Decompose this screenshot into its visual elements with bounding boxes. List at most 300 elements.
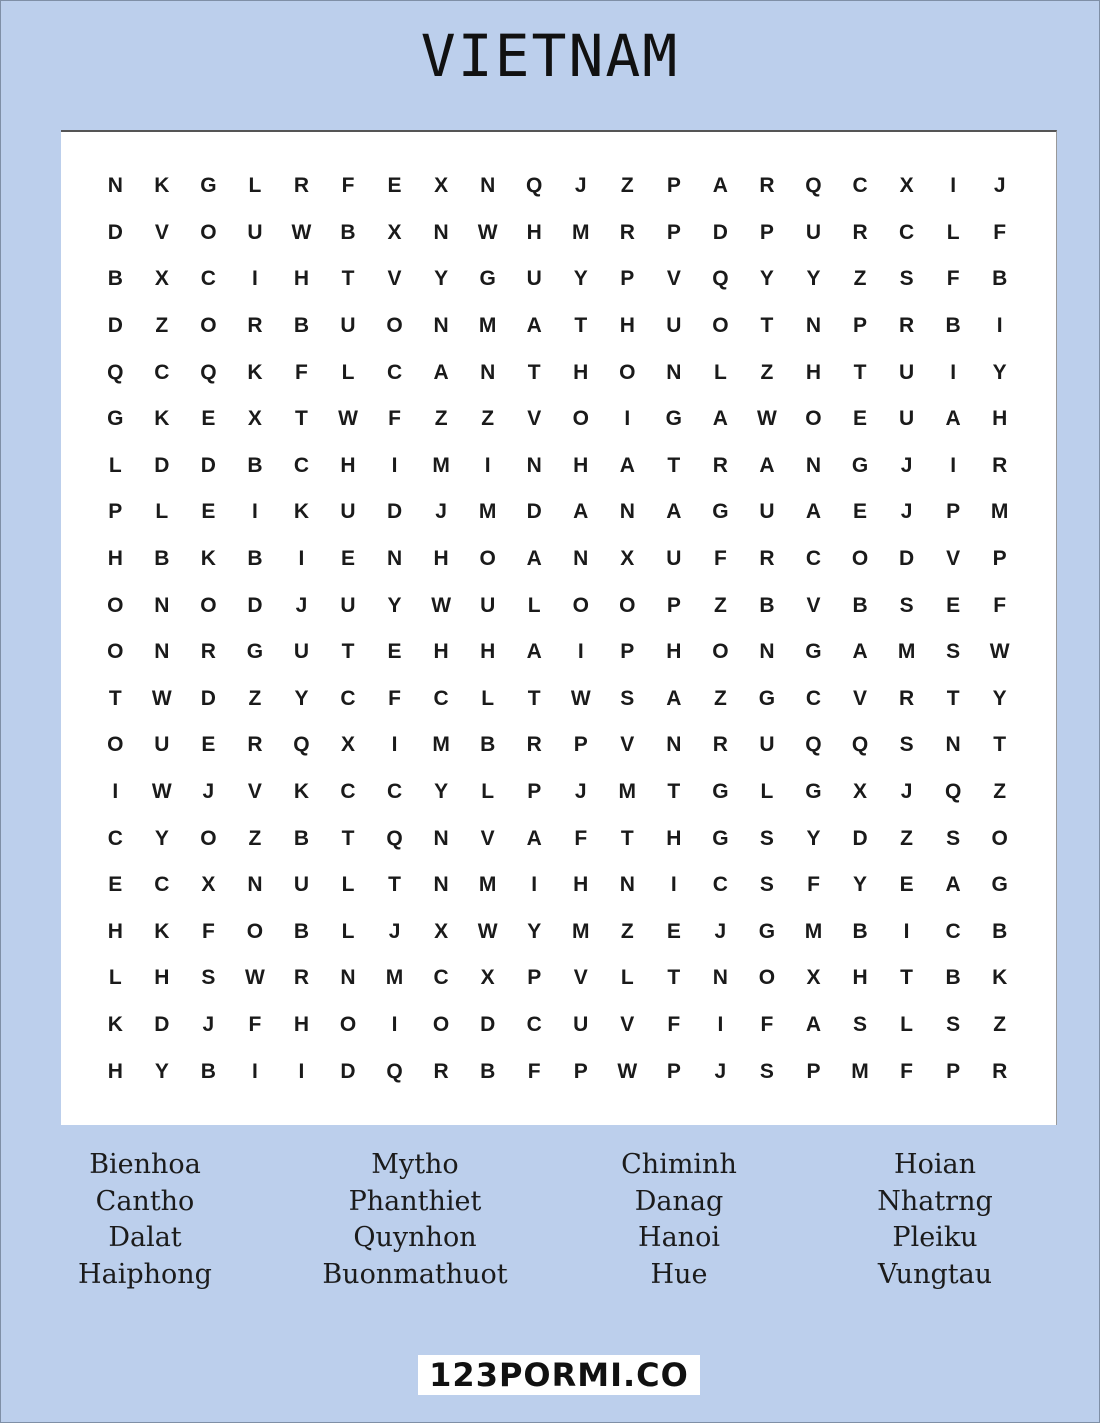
grid-cell[interactable]: F (388, 686, 401, 710)
grid-cell[interactable]: T (620, 826, 634, 850)
grid-cell[interactable]: T (760, 314, 774, 338)
grid-cell[interactable]: F (993, 220, 1007, 244)
grid-cell[interactable]: I (251, 500, 258, 524)
grid-cell[interactable]: H (573, 873, 589, 897)
grid-cell[interactable]: C (340, 686, 356, 710)
grid-cell[interactable]: L (341, 919, 355, 943)
grid-cell[interactable]: I (112, 780, 119, 804)
grid-cell[interactable]: W (757, 407, 777, 431)
grid-cell[interactable]: P (853, 314, 868, 338)
grid-cell[interactable]: V (946, 547, 961, 571)
grid-cell[interactable]: V (853, 686, 868, 710)
grid-cell[interactable]: R (898, 686, 915, 710)
grid-cell[interactable]: S (759, 873, 774, 897)
grid-cell[interactable]: O (712, 640, 729, 664)
grid-cell[interactable]: H (433, 640, 449, 664)
grid-cell[interactable]: I (251, 1059, 258, 1083)
grid-cell[interactable]: O (712, 314, 729, 338)
grid-cell[interactable]: U (526, 267, 542, 291)
grid-cell[interactable]: L (341, 360, 355, 384)
grid-cell[interactable]: M (804, 919, 823, 943)
grid-cell[interactable]: P (992, 547, 1007, 571)
grid-cell[interactable]: A (433, 360, 449, 384)
grid-cell[interactable]: G (851, 453, 869, 477)
grid-cell[interactable]: N (619, 500, 635, 524)
grid-cell[interactable]: L (108, 966, 122, 990)
grid-cell[interactable]: X (899, 174, 914, 198)
grid-cell[interactable]: B (247, 453, 263, 477)
grid-cell[interactable]: S (899, 733, 914, 757)
grid-cell[interactable]: O (479, 547, 496, 571)
grid-cell[interactable]: L (713, 360, 727, 384)
grid-cell[interactable]: L (527, 593, 541, 617)
grid-cell[interactable]: W (245, 966, 265, 990)
grid-cell[interactable]: B (107, 267, 123, 291)
grid-cell[interactable]: P (666, 220, 681, 244)
grid-cell[interactable]: D (852, 826, 868, 850)
grid-cell[interactable]: A (805, 500, 822, 524)
grid-cell[interactable]: Z (481, 407, 495, 431)
grid-cell[interactable]: N (619, 873, 635, 897)
grid-cell[interactable]: O (107, 593, 124, 617)
grid-cell[interactable]: T (108, 686, 122, 710)
grid-cell[interactable]: P (573, 733, 588, 757)
grid-cell[interactable]: I (298, 547, 305, 571)
grid-cell[interactable]: D (154, 453, 170, 477)
grid-cell[interactable]: I (391, 1012, 398, 1036)
grid-cell[interactable]: D (526, 500, 542, 524)
grid-cell[interactable]: F (248, 1012, 262, 1036)
grid-cell[interactable]: F (341, 174, 355, 198)
grid-cell[interactable]: T (527, 686, 541, 710)
grid-cell[interactable]: H (433, 547, 449, 571)
grid-cell[interactable]: R (526, 733, 542, 757)
grid-cell[interactable]: C (852, 174, 868, 198)
grid-cell[interactable]: K (992, 966, 1008, 990)
grid-cell[interactable]: Z (155, 314, 169, 338)
grid-cell[interactable]: C (154, 873, 170, 897)
grid-cell[interactable]: G (805, 640, 822, 664)
grid-cell[interactable]: T (388, 873, 401, 897)
grid-cell[interactable]: D (340, 1059, 356, 1083)
grid-cell[interactable]: D (386, 500, 403, 524)
grid-cell[interactable]: Z (713, 686, 727, 710)
grid-cell[interactable]: M (618, 780, 637, 804)
grid-cell[interactable]: I (903, 919, 910, 943)
grid-cell[interactable]: X (480, 966, 495, 990)
grid-cell[interactable]: I (717, 1012, 724, 1036)
grid-cell[interactable]: C (200, 267, 216, 291)
grid-cell[interactable]: M (990, 500, 1009, 524)
grid-cell[interactable]: U (898, 407, 915, 431)
grid-cell[interactable]: F (667, 1012, 681, 1036)
grid-cell[interactable]: T (993, 733, 1007, 757)
grid-cell[interactable]: V (573, 966, 588, 990)
grid-cell[interactable]: B (992, 919, 1008, 943)
grid-cell[interactable]: Z (713, 593, 727, 617)
grid-cell[interactable]: B (340, 220, 356, 244)
grid-cell[interactable]: L (760, 780, 774, 804)
grid-cell[interactable]: M (432, 453, 450, 477)
grid-cell[interactable]: W (151, 686, 172, 710)
grid-cell[interactable]: T (527, 360, 541, 384)
grid-cell[interactable]: F (527, 1059, 541, 1083)
grid-cell[interactable]: E (853, 407, 868, 431)
grid-cell[interactable]: W (431, 593, 452, 617)
grid-cell[interactable]: K (247, 360, 263, 384)
grid-cell[interactable]: S (946, 640, 961, 664)
grid-cell[interactable]: J (900, 780, 913, 804)
grid-cell[interactable]: U (340, 593, 356, 617)
grid-cell[interactable]: H (480, 640, 496, 664)
grid-cell[interactable]: P (527, 780, 542, 804)
grid-cell[interactable]: H (573, 360, 589, 384)
grid-cell[interactable]: Y (806, 267, 821, 291)
grid-cell[interactable]: H (293, 1012, 310, 1036)
grid-cell[interactable]: Z (620, 174, 634, 198)
grid-cell[interactable]: P (759, 220, 774, 244)
grid-cell[interactable]: S (946, 826, 961, 850)
grid-cell[interactable]: M (385, 966, 404, 990)
grid-cell[interactable]: B (154, 547, 170, 571)
grid-cell[interactable]: F (900, 1059, 913, 1083)
grid-cell[interactable]: P (666, 1059, 681, 1083)
grid-cell[interactable]: R (712, 453, 728, 477)
grid-cell[interactable]: W (338, 407, 358, 431)
grid-cell[interactable]: M (571, 919, 590, 943)
grid-cell[interactable]: X (387, 220, 402, 244)
grid-cell[interactable]: U (340, 314, 356, 338)
grid-cell[interactable]: D (107, 220, 123, 244)
grid-cell[interactable]: G (200, 174, 217, 198)
grid-cell[interactable]: Y (434, 780, 449, 804)
grid-cell[interactable]: A (526, 826, 542, 850)
grid-cell[interactable]: Y (434, 267, 449, 291)
grid-cell[interactable]: J (900, 453, 913, 477)
grid-cell[interactable]: K (107, 1012, 123, 1036)
grid-cell[interactable]: T (900, 966, 913, 990)
grid-cell[interactable]: U (666, 547, 682, 571)
grid-cell[interactable]: K (293, 500, 310, 524)
grid-cell[interactable]: Z (993, 780, 1007, 804)
grid-cell[interactable]: D (107, 314, 123, 338)
grid-cell[interactable]: N (433, 220, 449, 244)
grid-cell[interactable]: R (293, 966, 310, 990)
grid-cell[interactable]: T (667, 966, 681, 990)
grid-cell[interactable]: G (479, 267, 496, 291)
grid-cell[interactable]: C (107, 826, 123, 850)
grid-cell[interactable]: M (432, 733, 450, 757)
grid-cell[interactable]: N (154, 640, 170, 664)
grid-cell[interactable]: I (391, 453, 398, 477)
grid-cell[interactable]: F (993, 593, 1007, 617)
grid-cell[interactable]: H (293, 267, 310, 291)
grid-cell[interactable]: O (200, 593, 217, 617)
grid-cell[interactable]: I (950, 174, 957, 198)
grid-cell[interactable]: Z (434, 407, 448, 431)
grid-cell[interactable]: Z (248, 686, 262, 710)
grid-cell[interactable]: B (293, 826, 310, 850)
grid-cell[interactable]: U (293, 873, 310, 897)
grid-cell[interactable]: A (526, 547, 542, 571)
grid-cell[interactable]: W (989, 640, 1010, 664)
grid-cell[interactable]: T (667, 453, 681, 477)
grid-cell[interactable]: Y (154, 826, 169, 850)
grid-cell[interactable]: D (247, 593, 263, 617)
grid-cell[interactable]: H (340, 453, 356, 477)
grid-cell[interactable]: N (480, 360, 496, 384)
grid-cell[interactable]: N (526, 453, 542, 477)
grid-cell[interactable]: H (107, 547, 123, 571)
grid-cell[interactable]: B (759, 593, 775, 617)
grid-cell[interactable]: H (526, 220, 542, 244)
grid-cell[interactable]: O (246, 919, 264, 943)
grid-cell[interactable]: L (900, 1012, 913, 1036)
grid-cell[interactable]: L (481, 780, 495, 804)
grid-cell[interactable]: Y (853, 873, 868, 897)
grid-cell[interactable]: V (806, 593, 821, 617)
grid-cell[interactable]: U (480, 593, 496, 617)
grid-cell[interactable]: J (993, 174, 1006, 198)
grid-cell[interactable]: T (341, 267, 355, 291)
grid-cell[interactable]: J (714, 919, 727, 943)
grid-cell[interactable]: T (946, 686, 960, 710)
grid-cell[interactable]: A (666, 500, 682, 524)
grid-cell[interactable]: L (108, 453, 122, 477)
grid-cell[interactable]: P (946, 500, 961, 524)
grid-cell[interactable]: U (154, 733, 170, 757)
grid-cell[interactable]: V (247, 780, 262, 804)
grid-cell[interactable]: L (248, 174, 262, 198)
grid-cell[interactable]: Q (293, 733, 310, 757)
grid-cell[interactable]: G (107, 407, 124, 431)
grid-cell[interactable]: J (574, 174, 587, 198)
grid-cell[interactable]: K (200, 547, 216, 571)
grid-cell[interactable]: O (572, 407, 589, 431)
grid-cell[interactable]: L (155, 500, 169, 524)
grid-cell[interactable]: G (712, 826, 729, 850)
grid-cell[interactable]: F (574, 826, 588, 850)
grid-cell[interactable]: Z (900, 826, 913, 850)
grid-cell[interactable]: Y (387, 593, 402, 617)
grid-cell[interactable]: Q (805, 733, 822, 757)
grid-cell[interactable]: O (991, 826, 1008, 850)
grid-cell[interactable]: P (620, 640, 635, 664)
grid-cell[interactable]: G (758, 686, 776, 710)
grid-cell[interactable]: J (900, 500, 913, 524)
grid-cell[interactable]: H (107, 1059, 123, 1083)
grid-cell[interactable]: T (574, 314, 588, 338)
grid-cell[interactable]: N (340, 966, 356, 990)
grid-cell[interactable]: Z (620, 919, 634, 943)
grid-cell[interactable]: Q (851, 733, 869, 757)
grid-cell[interactable]: G (712, 500, 729, 524)
grid-cell[interactable]: C (386, 780, 403, 804)
grid-cell[interactable]: B (852, 919, 868, 943)
grid-cell[interactable]: J (435, 500, 447, 524)
grid-cell[interactable]: C (805, 547, 822, 571)
grid-cell[interactable]: M (478, 314, 497, 338)
grid-cell[interactable]: R (712, 733, 728, 757)
grid-cell[interactable]: Z (760, 360, 774, 384)
grid-cell[interactable]: C (712, 873, 728, 897)
grid-cell[interactable]: A (712, 407, 728, 431)
grid-cell[interactable]: Y (573, 267, 588, 291)
grid-cell[interactable]: S (853, 1012, 868, 1036)
grid-cell[interactable]: W (151, 780, 172, 804)
grid-cell[interactable]: L (620, 966, 634, 990)
grid-cell[interactable]: P (573, 1059, 588, 1083)
grid-cell[interactable]: W (570, 686, 591, 710)
grid-cell[interactable]: A (712, 174, 728, 198)
grid-cell[interactable]: R (247, 314, 263, 338)
grid-cell[interactable]: J (388, 919, 401, 943)
grid-cell[interactable]: N (945, 733, 961, 757)
grid-cell[interactable]: O (572, 593, 589, 617)
grid-cell[interactable]: U (805, 220, 822, 244)
grid-cell[interactable]: Y (806, 826, 821, 850)
grid-cell[interactable]: X (620, 547, 635, 571)
grid-cell[interactable]: O (432, 1012, 450, 1036)
grid-cell[interactable]: Y (992, 360, 1007, 384)
grid-cell[interactable]: L (341, 873, 355, 897)
grid-cell[interactable]: B (247, 547, 263, 571)
grid-cell[interactable]: O (107, 733, 124, 757)
letter-grid[interactable] (92, 163, 1023, 1095)
grid-cell[interactable]: W (477, 220, 498, 244)
grid-cell[interactable]: W (617, 1059, 638, 1083)
grid-cell[interactable]: X (806, 966, 821, 990)
grid-cell[interactable]: Y (294, 686, 309, 710)
grid-cell[interactable]: O (758, 966, 776, 990)
grid-cell[interactable]: T (667, 780, 681, 804)
grid-cell[interactable]: S (899, 267, 914, 291)
grid-cell[interactable]: F (946, 267, 960, 291)
grid-cell[interactable]: I (624, 407, 631, 431)
grid-cell[interactable]: G (712, 780, 729, 804)
grid-cell[interactable]: N (433, 873, 449, 897)
grid-cell[interactable]: N (386, 547, 403, 571)
grid-cell[interactable]: T (341, 640, 355, 664)
grid-cell[interactable]: C (433, 686, 449, 710)
grid-cell[interactable]: I (670, 873, 677, 897)
grid-cell[interactable]: H (107, 919, 123, 943)
grid-cell[interactable]: I (577, 640, 584, 664)
grid-cell[interactable]: O (619, 360, 636, 384)
grid-cell[interactable]: B (293, 314, 310, 338)
grid-cell[interactable]: F (807, 873, 820, 897)
grid-cell[interactable]: D (200, 686, 216, 710)
grid-cell[interactable]: A (945, 407, 961, 431)
grid-cell[interactable]: R (898, 314, 915, 338)
grid-cell[interactable]: K (154, 407, 170, 431)
grid-cell[interactable]: T (295, 407, 308, 431)
grid-cell[interactable]: O (107, 640, 124, 664)
grid-cell[interactable]: O (805, 407, 822, 431)
grid-cell[interactable]: A (945, 873, 961, 897)
grid-cell[interactable]: N (805, 314, 822, 338)
grid-cell[interactable]: B (480, 1059, 496, 1083)
grid-cell[interactable]: N (247, 873, 263, 897)
grid-cell[interactable]: S (899, 593, 914, 617)
grid-cell[interactable]: Q (712, 267, 729, 291)
grid-cell[interactable]: R (759, 547, 775, 571)
grid-cell[interactable]: O (339, 1012, 357, 1036)
grid-cell[interactable]: X (434, 919, 449, 943)
grid-cell[interactable]: C (293, 453, 310, 477)
grid-cell[interactable]: G (758, 919, 776, 943)
grid-cell[interactable]: H (805, 360, 822, 384)
grid-cell[interactable]: E (201, 500, 216, 524)
grid-cell[interactable]: Z (993, 1012, 1007, 1036)
grid-cell[interactable]: B (293, 919, 310, 943)
grid-cell[interactable]: O (851, 547, 869, 571)
grid-cell[interactable]: Z (853, 267, 867, 291)
grid-cell[interactable]: R (247, 733, 263, 757)
grid-cell[interactable]: V (387, 267, 402, 291)
grid-cell[interactable]: X (154, 267, 169, 291)
grid-cell[interactable]: A (805, 1012, 822, 1036)
grid-cell[interactable]: M (478, 500, 497, 524)
grid-cell[interactable]: Q (386, 1059, 403, 1083)
grid-cell[interactable]: E (666, 919, 681, 943)
grid-cell[interactable]: E (387, 174, 402, 198)
grid-cell[interactable]: P (108, 500, 123, 524)
grid-cell[interactable]: M (897, 640, 916, 664)
grid-cell[interactable]: C (526, 1012, 542, 1036)
grid-cell[interactable]: J (202, 1012, 215, 1036)
grid-cell[interactable]: A (526, 314, 542, 338)
grid-cell[interactable]: X (247, 407, 262, 431)
grid-cell[interactable]: B (945, 966, 961, 990)
grid-cell[interactable]: Q (386, 826, 403, 850)
grid-cell[interactable]: N (712, 966, 728, 990)
grid-cell[interactable]: O (386, 314, 403, 338)
grid-cell[interactable]: J (202, 780, 215, 804)
grid-cell[interactable]: I (251, 267, 258, 291)
grid-cell[interactable]: V (527, 407, 542, 431)
grid-cell[interactable]: R (992, 453, 1008, 477)
grid-cell[interactable]: O (200, 314, 217, 338)
grid-cell[interactable]: A (759, 453, 775, 477)
grid-cell[interactable]: S (759, 1059, 774, 1083)
grid-cell[interactable]: O (200, 826, 217, 850)
grid-cell[interactable]: J (295, 593, 308, 617)
grid-cell[interactable]: U (759, 733, 775, 757)
grid-cell[interactable]: V (154, 220, 169, 244)
grid-cell[interactable]: N (805, 453, 822, 477)
grid-cell[interactable]: U (759, 500, 775, 524)
grid-cell[interactable]: X (201, 873, 216, 897)
grid-cell[interactable]: D (480, 1012, 496, 1036)
grid-cell[interactable]: V (666, 267, 681, 291)
grid-cell[interactable]: G (665, 407, 682, 431)
grid-cell[interactable]: I (996, 314, 1003, 338)
grid-cell[interactable]: A (852, 640, 868, 664)
grid-cell[interactable]: O (619, 593, 636, 617)
grid-cell[interactable]: S (759, 826, 774, 850)
grid-cell[interactable]: M (478, 873, 497, 897)
grid-cell[interactable]: H (573, 453, 589, 477)
grid-cell[interactable]: C (340, 780, 356, 804)
grid-cell[interactable]: O (200, 220, 217, 244)
grid-cell[interactable]: N (154, 593, 170, 617)
grid-cell[interactable]: E (108, 873, 123, 897)
grid-cell[interactable]: P (806, 1059, 821, 1083)
grid-cell[interactable]: M (851, 1059, 869, 1083)
grid-cell[interactable]: G (991, 873, 1008, 897)
grid-cell[interactable]: E (899, 873, 914, 897)
